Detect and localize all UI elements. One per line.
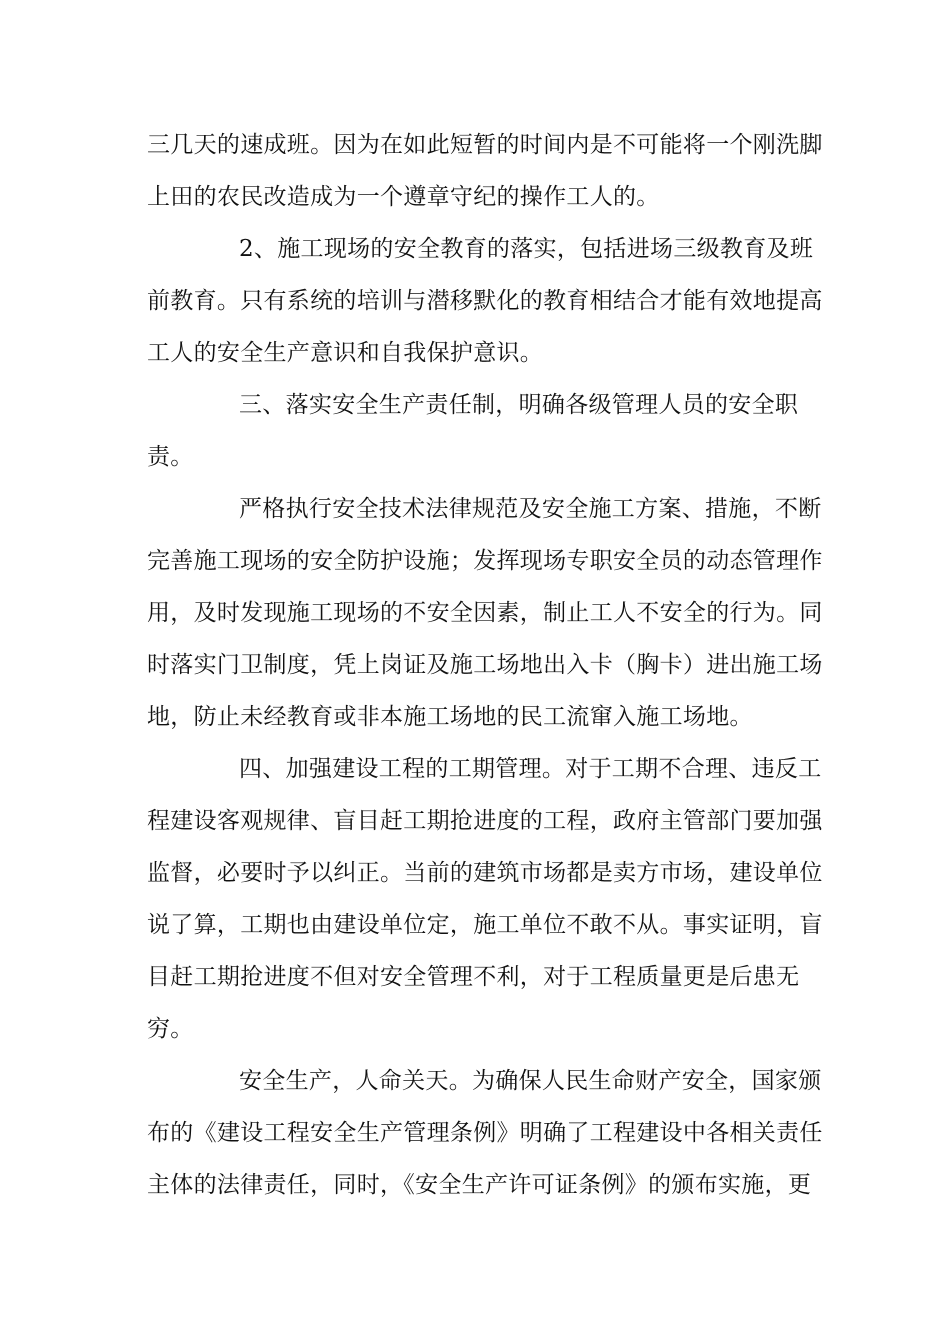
text-line-18: 穷。 (147, 1016, 194, 1042)
text-line-4: 前教育。只有系统的培训与潜移默化的教育相结合才能有效地提高 (147, 288, 823, 314)
text-line-10: 用，及时发现施工现场的不安全因素，制止工人不安全的行为。同 (147, 600, 823, 626)
text-line-1: 三几天的速成班。因为在如此短暂的时间内是不可能将一个刚洗脚 (147, 132, 823, 158)
text-line-16: 说了算，工期也由建设单位定，施工单位不敢不从。事实证明，盲 (147, 912, 823, 938)
text-line-19: 安全生产，人命关天。为确保人民生命财产安全，国家颁 (239, 1068, 822, 1094)
text-line-21: 主体的法律责任，同时，《安全生产许可证条例》的颁布实施，更 (147, 1172, 812, 1198)
section-heading-3: 三、落实安全生产责任制，明确各级管理人员的安全职 (239, 392, 799, 418)
text-line-11: 时落实门卫制度，凭上岗证及施工场地出入卡（胸卡）进出施工场 (147, 652, 823, 678)
text-line-14: 程建设客观规律、盲目赶工期抢进度的工程，政府主管部门要加强 (147, 808, 823, 834)
text-line-9: 完善施工现场的安全防护设施；发挥现场专职安全员的动态管理作 (147, 548, 823, 574)
text-line-2: 上田的农民改造成为一个遵章守纪的操作工人的。 (147, 184, 660, 210)
text-line-5: 工人的安全生产意识和自我保护意识。 (147, 340, 544, 366)
text-line-15: 监督，必要时予以纠正。当前的建筑市场都是卖方市场，建设单位 (147, 860, 823, 886)
text-line-12: 地，防止未经教育或非本施工场地的民工流窜入施工场地。 (147, 704, 753, 730)
text-line-7: 责。 (147, 444, 194, 470)
text-line-17: 目赶工期抢进度不但对安全管理不利，对于工程质量更是后患无 (147, 964, 800, 990)
text-line-20: 布的《建设工程安全生产管理条例》明确了工程建设中各相关责任 (147, 1120, 823, 1146)
section-heading-4: 四、加强建设工程的工期管理。对于工期不合理、违反工 (239, 756, 822, 782)
text-line-3: 2、施工现场的安全教育的落实，包括进场三级教育及班 (239, 236, 814, 262)
document-body (147, 119, 823, 1211)
text-line-8: 严格执行安全技术法律规范及安全施工方案、措施，不断 (239, 496, 822, 522)
